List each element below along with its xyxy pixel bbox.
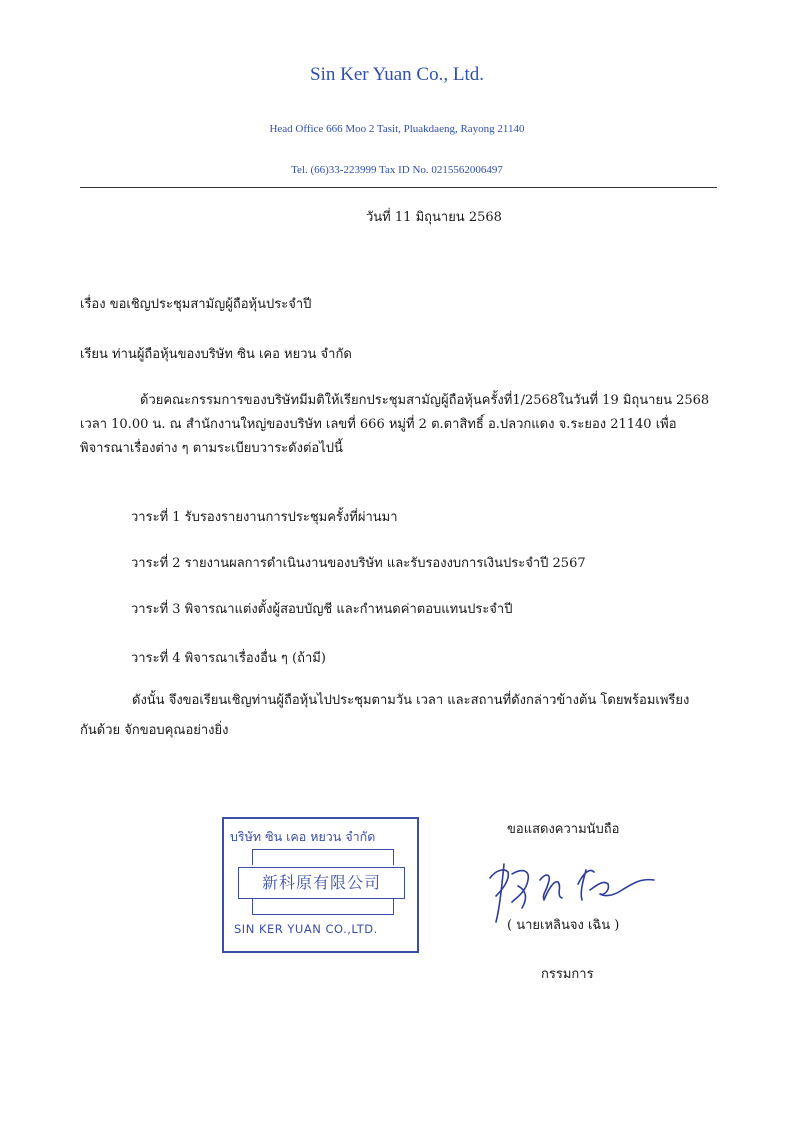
- letter-subject: เรื่อง ขอเชิญประชุมสามัญผู้ถือหุ้นประจำปี: [80, 297, 312, 312]
- closing-line: กันด้วย จักขอบคุณอย่างยิ่ง: [80, 723, 229, 738]
- signer-name: ( นายเหลินจง เฉิน ): [507, 918, 620, 933]
- closing-line: ดังนั้น จึงขอเรียนเชิญท่านผู้ถือหุ้นไปประชุมตามวัน เวลา และสถานที่ดังกล่าวข้างต้น โดยพร้อมเพรียง: [132, 693, 690, 708]
- letterhead-divider: [80, 187, 717, 188]
- stamp-english-name: SIN KER YUAN CO.,LTD.: [234, 922, 378, 936]
- regards-text: ขอแสดงความนับถือ: [507, 822, 620, 837]
- agenda-item-3: วาระที่ 3 พิจารณาแต่งตั้งผู้สอบบัญชี และกำหนดค่าตอบแทนประจำปี: [131, 602, 513, 617]
- company-address: Head Office 666 Moo 2 Tasit, Pluakdaeng, Rayong 21140: [269, 123, 525, 135]
- closing-paragraph: [80, 692, 717, 752]
- intro-paragraph: [80, 392, 717, 464]
- company-name: Sin Ker Yuan Co., Ltd.: [310, 64, 484, 85]
- company-stamp: [222, 817, 419, 953]
- stamp-frame-bottom: [252, 899, 394, 915]
- signer-position: กรรมการ: [541, 967, 594, 982]
- stamp-frame-top: [252, 849, 394, 865]
- stamp-thai-name: บริษัท ซิน เคอ หยวน จำกัด: [230, 829, 376, 844]
- agenda-item-2: วาระที่ 2 รายงานผลการดำเนินงานของบริษัท และรับรองงบการเงินประจำปี 2567: [131, 556, 586, 571]
- letter-date: วันที่ 11 มิถุนายน 2568: [366, 210, 502, 225]
- intro-line: เวลา 10.00 น. ณ สำนักงานใหญ่ของบริษัท เลขที่ 666 หมู่ที่ 2 ต.ตาสิทธิ์ อ.ปลวกแดง จ.ระยอง 21140 เพื่อ: [80, 417, 677, 432]
- agenda-item-1: วาระที่ 1 รับรองรายงานการประชุมครั้งที่ผ่านมา: [131, 510, 398, 525]
- letter-salutation: เรียน ท่านผู้ถือหุ้นของบริษัท ซิน เคอ หยวน จำกัด: [80, 347, 352, 362]
- company-contact: Tel. (66)33-223999 Tax ID No. 0215562006497: [291, 164, 503, 176]
- agenda-item-4: วาระที่ 4 พิจารณาเรื่องอื่น ๆ (ถ้ามี): [131, 651, 326, 666]
- stamp-chinese-name: 新科原有限公司: [238, 867, 405, 899]
- intro-line: ด้วยคณะกรรมการของบริษัทมีมติให้เรียกประชุมสามัญผู้ถือหุ้นครั้งที่1/2568ในวันที่ 19 มิถุนายน 2568: [140, 393, 710, 408]
- intro-line: พิจารณาเรื่องต่าง ๆ ตามระเบียบวาระดังต่อไปนี้: [80, 441, 343, 456]
